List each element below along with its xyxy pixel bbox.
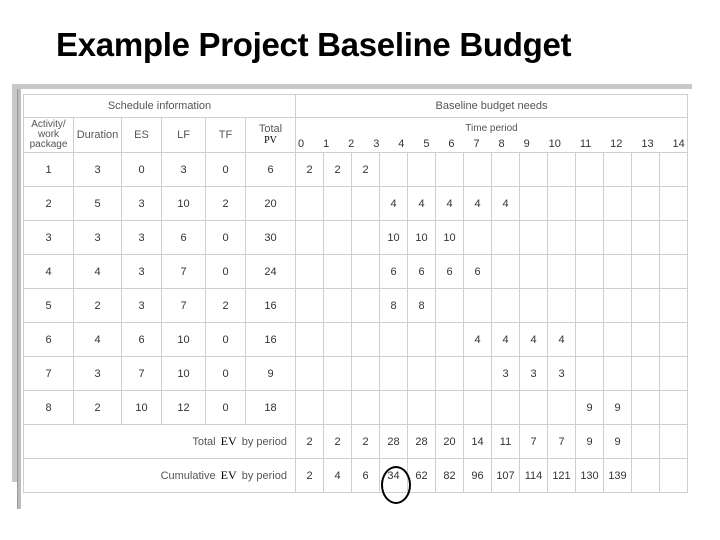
period-value-cell: 6 — [436, 255, 464, 289]
duration-cell: 3 — [74, 357, 122, 391]
baseline-needs-header: Baseline budget needs — [296, 95, 688, 118]
period-value-cell — [492, 289, 520, 323]
time-period-label: Time period — [465, 122, 518, 134]
period-value-cell — [632, 323, 660, 357]
period-value-cell — [520, 221, 548, 255]
lf-cell: 3 — [162, 153, 206, 187]
total-label-post: by period — [241, 436, 287, 448]
highlight-circle — [381, 466, 411, 504]
pv-overlay-label: PV — [264, 135, 277, 146]
period-number: 7 — [473, 137, 480, 150]
period-value-cell — [576, 289, 604, 323]
period-number: 14 — [672, 137, 685, 150]
cumulative-value-cell — [632, 459, 660, 493]
period-value-cell — [436, 289, 464, 323]
period-value-cell — [548, 187, 576, 221]
period-value-cell — [352, 255, 380, 289]
duration-cell: 3 — [74, 153, 122, 187]
schedule-info-header: Schedule information — [24, 95, 296, 118]
totals-value-cell — [632, 425, 660, 459]
table-row — [24, 391, 688, 425]
es-cell: 3 — [122, 289, 162, 323]
period-value-cell — [604, 187, 632, 221]
period-number: 1 — [323, 137, 330, 150]
totals-value-cell: 7 — [548, 425, 576, 459]
period-value-cell — [660, 289, 688, 323]
period-value-cell — [520, 289, 548, 323]
duration-cell: 3 — [74, 221, 122, 255]
period-value-cell: 4 — [548, 323, 576, 357]
table-row — [24, 153, 688, 187]
period-value-cell — [632, 221, 660, 255]
period-value-cell — [548, 289, 576, 323]
cumulative-value-cell: 121 — [548, 459, 576, 493]
period-value-cell: 3 — [492, 357, 520, 391]
period-value-cell — [576, 221, 604, 255]
total-cell: 16 — [246, 289, 296, 323]
tf-header: TF — [206, 118, 246, 153]
period-value-cell — [296, 187, 324, 221]
cumulative-label-post: by period — [241, 470, 287, 482]
period-number: 4 — [398, 137, 405, 150]
period-value-cell — [660, 357, 688, 391]
lf-cell: 7 — [162, 289, 206, 323]
period-number: 0 — [298, 137, 305, 150]
period-value-cell — [352, 323, 380, 357]
period-value-cell — [492, 153, 520, 187]
period-number: 10 — [548, 137, 561, 150]
time-period-header — [296, 118, 688, 153]
period-value-cell: 3 — [548, 357, 576, 391]
duration-cell: 2 — [74, 289, 122, 323]
period-value-cell — [660, 221, 688, 255]
period-value-cell — [632, 153, 660, 187]
period-value-cell — [492, 221, 520, 255]
cumulative-value-cell: 139 — [604, 459, 632, 493]
period-value-cell — [324, 391, 352, 425]
period-value-cell — [660, 153, 688, 187]
period-value-cell: 8 — [408, 289, 436, 323]
lf-cell: 6 — [162, 221, 206, 255]
tf-cell: 2 — [206, 187, 246, 221]
period-value-cell — [604, 221, 632, 255]
period-value-cell — [408, 153, 436, 187]
period-value-cell — [604, 357, 632, 391]
totals-value-cell — [660, 425, 688, 459]
period-value-cell — [548, 391, 576, 425]
period-value-cell — [380, 391, 408, 425]
period-value-cell: 6 — [380, 255, 408, 289]
period-value-cell — [604, 323, 632, 357]
total-cell: 9 — [246, 357, 296, 391]
period-value-cell: 2 — [324, 153, 352, 187]
period-value-cell: 10 — [436, 221, 464, 255]
es-header: ES — [122, 118, 162, 153]
period-number: 6 — [448, 137, 455, 150]
period-value-cell: 4 — [492, 323, 520, 357]
period-value-cell — [576, 187, 604, 221]
period-value-cell — [576, 153, 604, 187]
period-value-cell — [604, 153, 632, 187]
period-value-cell — [324, 289, 352, 323]
period-value-cell: 4 — [464, 323, 492, 357]
period-value-cell — [436, 153, 464, 187]
period-value-cell — [576, 323, 604, 357]
period-value-cell: 4 — [464, 187, 492, 221]
table-row — [24, 187, 688, 221]
duration-cell: 5 — [74, 187, 122, 221]
period-value-cell: 3 — [520, 357, 548, 391]
total-ev-label — [24, 425, 296, 459]
table-row — [24, 255, 688, 289]
period-value-cell — [604, 255, 632, 289]
activity-cell: 3 — [24, 221, 74, 255]
lf-cell: 12 — [162, 391, 206, 425]
period-value-cell — [436, 323, 464, 357]
period-value-cell — [492, 391, 520, 425]
totals-value-cell: 11 — [492, 425, 520, 459]
period-value-cell — [660, 187, 688, 221]
cumulative-label-pre: Cumulative — [160, 470, 216, 482]
period-value-cell — [296, 289, 324, 323]
table-row — [24, 357, 688, 391]
tf-cell: 0 — [206, 357, 246, 391]
period-value-cell — [380, 357, 408, 391]
period-value-cell — [464, 221, 492, 255]
period-value-cell — [632, 187, 660, 221]
table-row — [24, 289, 688, 323]
period-number: 11 — [579, 137, 592, 150]
period-value-cell — [352, 357, 380, 391]
period-value-cell — [324, 255, 352, 289]
es-cell: 3 — [122, 187, 162, 221]
period-value-cell — [604, 289, 632, 323]
total-cell: 24 — [246, 255, 296, 289]
period-value-cell — [548, 255, 576, 289]
tf-cell: 2 — [206, 289, 246, 323]
period-value-cell — [464, 289, 492, 323]
period-number: 12 — [610, 137, 623, 150]
total-cell: 20 — [246, 187, 296, 221]
period-value-cell: 9 — [576, 391, 604, 425]
es-cell: 7 — [122, 357, 162, 391]
period-value-cell — [520, 153, 548, 187]
table-row — [24, 221, 688, 255]
cumulative-value-cell: 4 — [324, 459, 352, 493]
totals-value-cell: 28 — [408, 425, 436, 459]
period-value-cell — [352, 187, 380, 221]
duration-header: Duration — [74, 118, 122, 153]
period-value-cell — [296, 221, 324, 255]
period-value-cell: 6 — [464, 255, 492, 289]
totals-value-cell: 9 — [576, 425, 604, 459]
totals-value-cell: 7 — [520, 425, 548, 459]
period-value-cell — [576, 255, 604, 289]
period-value-cell: 4 — [380, 187, 408, 221]
tf-cell: 0 — [206, 221, 246, 255]
duration-cell: 4 — [74, 323, 122, 357]
lf-cell: 7 — [162, 255, 206, 289]
es-cell: 6 — [122, 323, 162, 357]
cumulative-value-cell: 6 — [352, 459, 380, 493]
lf-cell: 10 — [162, 187, 206, 221]
period-value-cell — [296, 255, 324, 289]
tf-cell: 0 — [206, 323, 246, 357]
period-value-cell — [464, 391, 492, 425]
cumulative-value-cell: 107 — [492, 459, 520, 493]
total-cell: 6 — [246, 153, 296, 187]
period-value-cell — [660, 323, 688, 357]
period-value-cell: 10 — [408, 221, 436, 255]
period-value-cell: 4 — [520, 323, 548, 357]
activity-cell: 2 — [24, 187, 74, 221]
totals-value-cell: 2 — [296, 425, 324, 459]
activity-cell: 7 — [24, 357, 74, 391]
period-value-cell: 4 — [408, 187, 436, 221]
period-numbers — [296, 138, 687, 150]
period-value-cell: 8 — [380, 289, 408, 323]
period-value-cell — [324, 357, 352, 391]
period-value-cell: 10 — [380, 221, 408, 255]
cumulative-value-cell: 62 — [408, 459, 436, 493]
es-cell: 10 — [122, 391, 162, 425]
period-value-cell — [352, 289, 380, 323]
lf-cell: 10 — [162, 323, 206, 357]
activity-header: Activity/ work package — [24, 118, 74, 153]
period-value-cell — [632, 255, 660, 289]
totals-value-cell: 2 — [324, 425, 352, 459]
period-value-cell: 9 — [604, 391, 632, 425]
activity-cell: 6 — [24, 323, 74, 357]
period-value-cell — [352, 221, 380, 255]
tf-cell: 0 — [206, 153, 246, 187]
totals-value-cell: 9 — [604, 425, 632, 459]
period-value-cell — [520, 255, 548, 289]
cumulative-ev-overlay: EV — [220, 468, 237, 482]
table-row — [24, 323, 688, 357]
period-value-cell — [380, 153, 408, 187]
es-cell: 3 — [122, 255, 162, 289]
period-value-cell — [660, 391, 688, 425]
budget-table — [23, 94, 688, 493]
duration-cell: 2 — [74, 391, 122, 425]
period-number: 5 — [423, 137, 430, 150]
totals-value-cell: 20 — [436, 425, 464, 459]
activity-cell: 5 — [24, 289, 74, 323]
period-value-cell — [464, 357, 492, 391]
period-value-cell — [324, 221, 352, 255]
slide-title: Example Project Baseline Budget — [56, 26, 572, 63]
period-number: 13 — [641, 137, 654, 150]
es-cell: 3 — [122, 221, 162, 255]
period-value-cell — [324, 187, 352, 221]
period-value-cell — [296, 357, 324, 391]
period-value-cell — [520, 187, 548, 221]
period-value-cell: 2 — [296, 153, 324, 187]
period-value-cell — [492, 255, 520, 289]
period-value-cell: 2 — [352, 153, 380, 187]
cumulative-value-cell: 130 — [576, 459, 604, 493]
total-header-label: Total — [258, 123, 283, 135]
period-value-cell — [632, 357, 660, 391]
cumulative-value-cell: 34 — [380, 459, 408, 493]
period-value-cell — [548, 153, 576, 187]
period-value-cell — [324, 323, 352, 357]
period-number: 8 — [498, 137, 505, 150]
table-frame — [17, 89, 694, 509]
period-value-cell: 4 — [436, 187, 464, 221]
cumulative-value-cell: 2 — [296, 459, 324, 493]
total-cell: 16 — [246, 323, 296, 357]
totals-value-cell: 14 — [464, 425, 492, 459]
period-value-cell — [408, 391, 436, 425]
period-number: 2 — [348, 137, 355, 150]
period-value-cell — [436, 391, 464, 425]
totals-value-cell: 2 — [352, 425, 380, 459]
period-value-cell — [660, 255, 688, 289]
period-value-cell — [352, 391, 380, 425]
period-value-cell: 6 — [408, 255, 436, 289]
lf-header: LF — [162, 118, 206, 153]
es-cell: 0 — [122, 153, 162, 187]
frame-left-bar — [18, 89, 21, 509]
tf-cell: 0 — [206, 255, 246, 289]
period-value-cell — [632, 289, 660, 323]
period-value-cell — [548, 221, 576, 255]
lf-cell: 10 — [162, 357, 206, 391]
period-value-cell — [408, 323, 436, 357]
cumulative-value-cell: 114 — [520, 459, 548, 493]
cumulative-value-cell: 82 — [436, 459, 464, 493]
totals-value-cell: 28 — [380, 425, 408, 459]
activity-cell: 8 — [24, 391, 74, 425]
cumulative-value-cell: 96 — [464, 459, 492, 493]
period-value-cell — [576, 357, 604, 391]
activity-cell: 4 — [24, 255, 74, 289]
period-number: 3 — [373, 137, 380, 150]
cumulative-ev-label — [24, 459, 296, 493]
total-header — [246, 118, 296, 153]
period-value-cell: 4 — [492, 187, 520, 221]
period-value-cell — [296, 323, 324, 357]
activity-rows — [24, 153, 688, 425]
period-value-cell — [632, 391, 660, 425]
period-value-cell — [436, 357, 464, 391]
period-value-cell — [520, 391, 548, 425]
period-value-cell — [464, 153, 492, 187]
tf-cell: 0 — [206, 391, 246, 425]
period-value-cell — [408, 357, 436, 391]
cumulative-value-cell — [660, 459, 688, 493]
activity-cell: 1 — [24, 153, 74, 187]
total-label-pre: Total — [192, 436, 216, 448]
duration-cell: 4 — [74, 255, 122, 289]
total-cell: 18 — [246, 391, 296, 425]
cumulative-ev-row — [24, 459, 688, 493]
total-ev-row — [24, 425, 688, 459]
total-cell: 30 — [246, 221, 296, 255]
total-ev-overlay: EV — [220, 434, 237, 448]
period-number: 9 — [523, 137, 530, 150]
period-value-cell — [380, 323, 408, 357]
period-value-cell — [296, 391, 324, 425]
